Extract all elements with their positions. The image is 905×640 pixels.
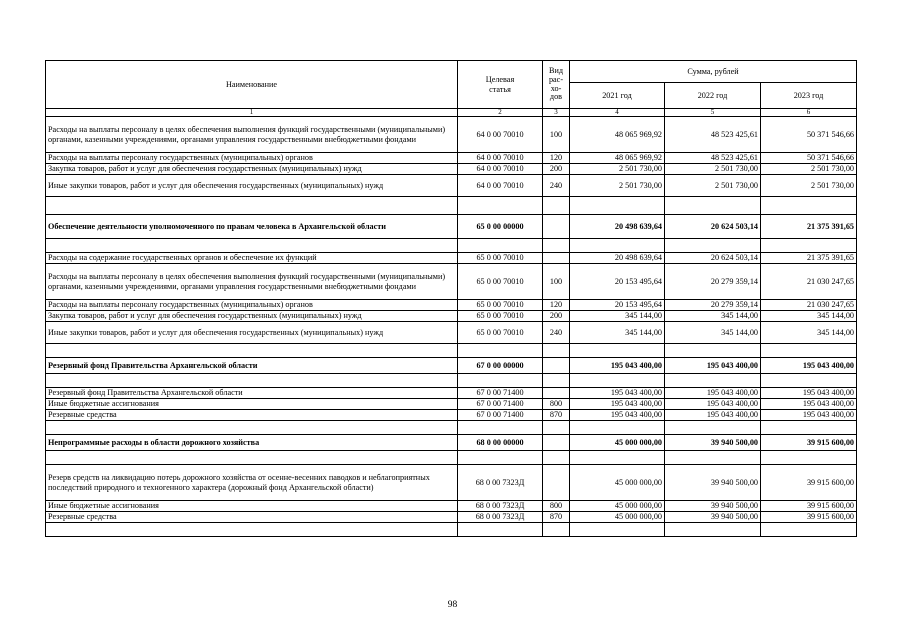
row-sum-2021 <box>570 451 665 465</box>
row-sum-2022: 39 940 500,00 <box>665 465 761 501</box>
page-number: 98 <box>447 600 458 610</box>
row-sum-2022 <box>665 374 761 388</box>
row-expense-kind <box>543 239 570 253</box>
row-sum-2021: 195 043 400,00 <box>570 388 665 399</box>
row-target-code: 68 0 00 7323Д <box>458 465 543 501</box>
row-name: Расходы на выплаты персоналу государственных (муниципальных) органов <box>46 153 458 164</box>
row-expense-kind: 870 <box>543 512 570 523</box>
row-expense-kind: 800 <box>543 399 570 410</box>
row-sum-2021: 20 153 495,64 <box>570 264 665 300</box>
header-target-line2: статья <box>489 84 511 94</box>
header-sum: Сумма, рублей <box>570 61 857 83</box>
table-row-spacer <box>46 523 857 537</box>
table-row <box>46 253 857 264</box>
row-expense-kind <box>543 253 570 264</box>
row-name <box>46 374 458 388</box>
row-name: Расходы на выплаты персоналу в целях обеспечения выполнения функций государственными (муниципальными) органами, казенными учреждениями, органами управления государственными внебюджетными фондами <box>46 264 458 300</box>
row-sum-2021 <box>570 421 665 435</box>
row-expense-kind <box>543 215 570 239</box>
row-sum-2023: 195 043 400,00 <box>761 388 857 399</box>
row-sum-2023: 195 043 400,00 <box>761 410 857 421</box>
row-expense-kind <box>543 435 570 451</box>
column-index: 4 <box>570 109 665 117</box>
header-year-2022: 2022 год <box>665 83 761 109</box>
row-sum-2021: 2 501 730,00 <box>570 164 665 175</box>
row-sum-2023 <box>761 239 857 253</box>
row-sum-2023: 2 501 730,00 <box>761 164 857 175</box>
row-sum-2023 <box>761 344 857 358</box>
row-sum-2021 <box>570 344 665 358</box>
row-expense-kind: 200 <box>543 311 570 322</box>
header-kind-line: рас- <box>548 74 564 84</box>
row-sum-2023: 195 043 400,00 <box>761 399 857 410</box>
row-sum-2022 <box>665 344 761 358</box>
column-index: 3 <box>543 109 570 117</box>
row-sum-2021: 195 043 400,00 <box>570 399 665 410</box>
row-sum-2023 <box>761 374 857 388</box>
row-expense-kind <box>543 421 570 435</box>
row-name: Резервные средства <box>46 410 458 421</box>
table-row <box>46 117 857 153</box>
row-sum-2022 <box>665 451 761 465</box>
row-sum-2022: 345 144,00 <box>665 322 761 344</box>
row-name <box>46 523 458 537</box>
row-expense-kind <box>543 523 570 537</box>
row-expense-kind <box>543 388 570 399</box>
row-name <box>46 344 458 358</box>
row-sum-2021: 195 043 400,00 <box>570 358 665 374</box>
row-target-code: 64 0 00 70010 <box>458 153 543 164</box>
row-target-code <box>458 197 543 215</box>
row-target-code <box>458 451 543 465</box>
row-sum-2022: 2 501 730,00 <box>665 175 761 197</box>
row-target-code: 67 0 00 71400 <box>458 399 543 410</box>
row-name: Закупка товаров, работ и услуг для обеспечения государственных (муниципальных) нужд <box>46 311 458 322</box>
row-name <box>46 239 458 253</box>
header-row-top <box>46 61 857 83</box>
row-name <box>46 421 458 435</box>
row-sum-2021: 45 000 000,00 <box>570 465 665 501</box>
table-row <box>46 399 857 410</box>
header-name: Наименование <box>46 61 458 109</box>
row-target-code: 65 0 00 70010 <box>458 322 543 344</box>
table-row <box>46 435 857 451</box>
row-expense-kind: 100 <box>543 117 570 153</box>
row-sum-2021: 48 065 969,92 <box>570 153 665 164</box>
row-sum-2023: 21 375 391,65 <box>761 215 857 239</box>
table-row <box>46 264 857 300</box>
row-expense-kind: 800 <box>543 501 570 512</box>
row-target-code: 64 0 00 70010 <box>458 164 543 175</box>
header-year-2023: 2023 год <box>761 83 857 109</box>
table-row-spacer <box>46 421 857 435</box>
row-expense-kind: 200 <box>543 164 570 175</box>
row-expense-kind: 240 <box>543 322 570 344</box>
row-target-code: 67 0 00 71400 <box>458 388 543 399</box>
row-sum-2021: 45 000 000,00 <box>570 512 665 523</box>
table-row <box>46 153 857 164</box>
row-sum-2022: 195 043 400,00 <box>665 358 761 374</box>
row-sum-2022 <box>665 421 761 435</box>
table-row <box>46 512 857 523</box>
row-sum-2023: 21 030 247,65 <box>761 300 857 311</box>
row-sum-2022 <box>665 523 761 537</box>
row-name: Закупка товаров, работ и услуг для обеспечения государственных (муниципальных) нужд <box>46 164 458 175</box>
row-expense-kind <box>543 374 570 388</box>
row-sum-2021 <box>570 374 665 388</box>
row-expense-kind <box>543 358 570 374</box>
header-kind <box>543 61 570 109</box>
table-row-spacer <box>46 197 857 215</box>
row-target-code: 65 0 00 70010 <box>458 311 543 322</box>
column-index-row <box>46 109 857 117</box>
row-target-code: 68 0 00 7323Д <box>458 501 543 512</box>
row-sum-2023: 345 144,00 <box>761 322 857 344</box>
row-sum-2021: 195 043 400,00 <box>570 410 665 421</box>
row-sum-2021 <box>570 197 665 215</box>
column-index: 1 <box>46 109 458 117</box>
row-name <box>46 451 458 465</box>
table-row <box>46 358 857 374</box>
row-sum-2022: 48 523 425,61 <box>665 153 761 164</box>
row-name: Расходы на выплаты персоналу государственных (муниципальных) органов <box>46 300 458 311</box>
row-sum-2021: 48 065 969,92 <box>570 117 665 153</box>
budget-table-body <box>46 61 857 537</box>
row-target-code: 65 0 00 70010 <box>458 300 543 311</box>
header-year-2021: 2021 год <box>570 83 665 109</box>
row-sum-2023: 39 915 600,00 <box>761 465 857 501</box>
row-sum-2023: 50 371 546,66 <box>761 117 857 153</box>
row-sum-2021: 2 501 730,00 <box>570 175 665 197</box>
row-expense-kind <box>543 197 570 215</box>
row-target-code <box>458 239 543 253</box>
row-target-code: 65 0 00 00000 <box>458 215 543 239</box>
header-target-line1: Целевая <box>485 75 515 85</box>
table-row-spacer <box>46 374 857 388</box>
row-expense-kind: 870 <box>543 410 570 421</box>
table-row-spacer <box>46 344 857 358</box>
row-name: Непрограммные расходы в области дорожного хозяйства <box>46 435 458 451</box>
row-sum-2022: 345 144,00 <box>665 311 761 322</box>
row-sum-2023: 21 375 391,65 <box>761 253 857 264</box>
row-name: Иные бюджетные ассигнования <box>46 501 458 512</box>
row-sum-2021: 20 498 639,64 <box>570 253 665 264</box>
table-row <box>46 322 857 344</box>
budget-table <box>45 60 857 537</box>
row-sum-2022 <box>665 239 761 253</box>
row-name <box>46 197 458 215</box>
row-expense-kind: 120 <box>543 300 570 311</box>
row-sum-2022: 2 501 730,00 <box>665 164 761 175</box>
row-sum-2023 <box>761 421 857 435</box>
row-target-code: 64 0 00 70010 <box>458 117 543 153</box>
row-expense-kind <box>543 465 570 501</box>
row-name: Расходы на содержание государственных органов и обеспечение их функций <box>46 253 458 264</box>
row-name: Иные закупки товаров, работ и услуг для обеспечения государственных (муниципальных) нужд <box>46 322 458 344</box>
row-target-code: 65 0 00 70010 <box>458 264 543 300</box>
column-index: 6 <box>761 109 857 117</box>
row-sum-2023: 39 915 600,00 <box>761 501 857 512</box>
row-expense-kind: 100 <box>543 264 570 300</box>
row-name: Резерв средств на ликвидацию потерь дорожного хозяйства от осенне-весенних паводков и неблагоприятных последствий природного и техногенного характера (дорожный фонд Архангельской области) <box>46 465 458 501</box>
row-expense-kind: 240 <box>543 175 570 197</box>
row-sum-2022: 195 043 400,00 <box>665 388 761 399</box>
row-target-code <box>458 374 543 388</box>
row-sum-2022: 20 279 359,14 <box>665 264 761 300</box>
row-name: Резервный фонд Правительства Архангельской области <box>46 388 458 399</box>
row-sum-2022: 20 624 503,14 <box>665 215 761 239</box>
row-target-code: 68 0 00 00000 <box>458 435 543 451</box>
row-expense-kind <box>543 451 570 465</box>
row-target-code: 67 0 00 71400 <box>458 410 543 421</box>
row-sum-2023: 2 501 730,00 <box>761 175 857 197</box>
row-sum-2023 <box>761 451 857 465</box>
row-target-code <box>458 344 543 358</box>
row-sum-2022: 39 940 500,00 <box>665 501 761 512</box>
row-name: Резервный фонд Правительства Архангельской области <box>46 358 458 374</box>
row-sum-2022: 20 624 503,14 <box>665 253 761 264</box>
row-expense-kind <box>543 344 570 358</box>
row-sum-2022: 195 043 400,00 <box>665 399 761 410</box>
row-expense-kind: 120 <box>543 153 570 164</box>
row-sum-2021 <box>570 239 665 253</box>
row-sum-2023: 195 043 400,00 <box>761 358 857 374</box>
row-sum-2021: 20 498 639,64 <box>570 215 665 239</box>
header-target <box>458 61 543 109</box>
row-sum-2023 <box>761 197 857 215</box>
row-sum-2022: 48 523 425,61 <box>665 117 761 153</box>
row-sum-2021: 45 000 000,00 <box>570 501 665 512</box>
row-sum-2022 <box>665 197 761 215</box>
row-target-code <box>458 421 543 435</box>
row-sum-2021: 345 144,00 <box>570 311 665 322</box>
row-target-code: 65 0 00 70010 <box>458 253 543 264</box>
table-row <box>46 311 857 322</box>
table-row <box>46 215 857 239</box>
table-row <box>46 388 857 399</box>
row-sum-2023: 39 915 600,00 <box>761 512 857 523</box>
table-row <box>46 300 857 311</box>
row-name: Расходы на выплаты персоналу в целях обеспечения выполнения функций государственными (муниципальными) органами, казенными учреждениями, органами управления государственными внебюджетными фондами <box>46 117 458 153</box>
table-row-spacer <box>46 451 857 465</box>
row-sum-2022: 39 940 500,00 <box>665 512 761 523</box>
row-name: Иные бюджетные ассигнования <box>46 399 458 410</box>
row-target-code <box>458 523 543 537</box>
row-sum-2021: 45 000 000,00 <box>570 435 665 451</box>
header-kind-line: Вид <box>548 66 563 76</box>
row-name: Обеспечение деятельности уполномоченного по правам человека в Архангельской области <box>46 215 458 239</box>
column-index: 2 <box>458 109 543 117</box>
table-row <box>46 501 857 512</box>
row-target-code: 67 0 00 00000 <box>458 358 543 374</box>
header-kind-line: хо- <box>550 83 562 93</box>
table-row <box>46 164 857 175</box>
row-sum-2021: 345 144,00 <box>570 322 665 344</box>
table-row <box>46 465 857 501</box>
row-sum-2021: 20 153 495,64 <box>570 300 665 311</box>
table-row <box>46 410 857 421</box>
column-index: 5 <box>665 109 761 117</box>
row-sum-2023: 21 030 247,65 <box>761 264 857 300</box>
row-target-code: 64 0 00 70010 <box>458 175 543 197</box>
row-sum-2023: 39 915 600,00 <box>761 435 857 451</box>
row-sum-2023: 50 371 546,66 <box>761 153 857 164</box>
row-name: Иные закупки товаров, работ и услуг для обеспечения государственных (муниципальных) нужд <box>46 175 458 197</box>
row-sum-2021 <box>570 523 665 537</box>
row-sum-2022: 39 940 500,00 <box>665 435 761 451</box>
row-target-code: 68 0 00 7323Д <box>458 512 543 523</box>
table-row <box>46 175 857 197</box>
row-name: Резервные средства <box>46 512 458 523</box>
row-sum-2022: 195 043 400,00 <box>665 410 761 421</box>
row-sum-2022: 20 279 359,14 <box>665 300 761 311</box>
table-row-spacer <box>46 239 857 253</box>
row-sum-2023: 345 144,00 <box>761 311 857 322</box>
row-sum-2023 <box>761 523 857 537</box>
header-kind-line: дов <box>549 92 563 102</box>
